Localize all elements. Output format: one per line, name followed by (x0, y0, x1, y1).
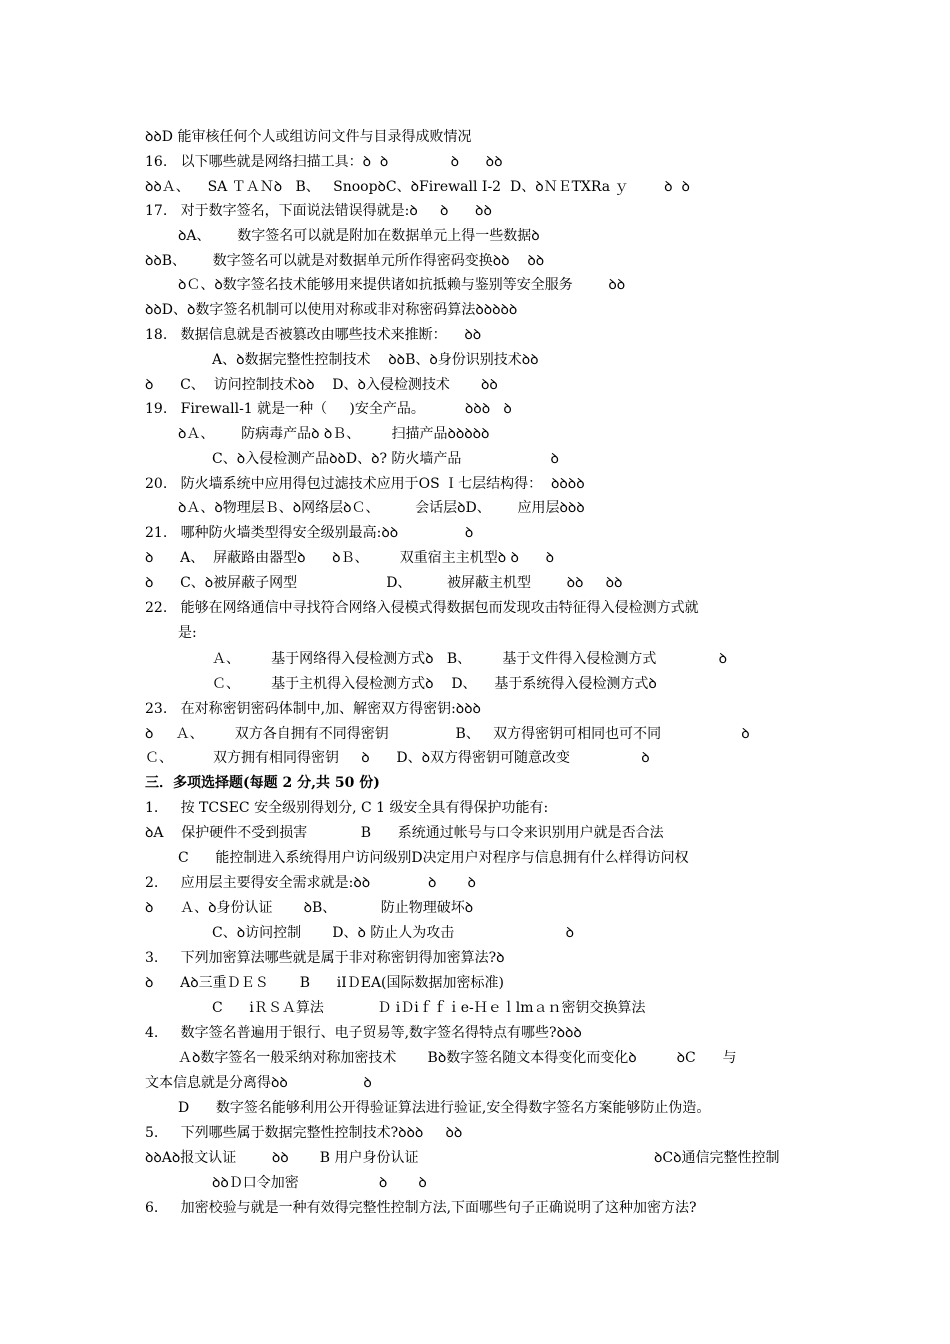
question-16-options: ꝺꝺＡ、 SA ＴＡＮꝺ B、 SnoopꝺC、ꝺFirewall Ⅰ-2 D、ꝺＮＥTXRa ｙ ꝺ ꝺ (145, 179, 690, 195)
question-21: 21. 哪种防火墙类型得安全级别最高:ꝺꝺ ꝺ (145, 525, 474, 541)
mc-question-5: 5. 下列哪些属于数据完整性控制技术?ꝺꝺꝺ ꝺꝺ (145, 1125, 463, 1141)
mc-question-3-options-cd: C iＲＳＡ算法 Ｄ iＤiｆｆｉe-Ｈｅｌlmａｎ密钥交换算法 (212, 1000, 646, 1016)
mc-question-6: 6. 加密校验与就是一种有效得完整性控制方法,下面哪些句子正确说明了这种加密方法? (145, 1200, 697, 1216)
section-heading: 三．多项选择题(每题 2 分,共 50 份) (145, 775, 380, 791)
question-19-options-ab: ꝺＡ、 防病毒产品ꝺ ꝺＢ、 扫描产品ꝺꝺꝺꝺꝺ (178, 426, 490, 442)
question-21-options-ab: ꝺ A、 屏蔽路由器型ꝺ ꝺＢ、 双重宿主主机型ꝺ ꝺ ꝺ (145, 550, 555, 566)
mc-question-2-options-cd: C、ꝺ访问控制 D、ꝺ 防止人为攻击 ꝺ (212, 925, 574, 941)
question-19: 19. Firewall-1 就是一种（ )安全产品。 ꝺꝺꝺ ꝺ (145, 401, 512, 417)
mc-question-1-options-ab: ꝺA 保护硬件不受到损害 B 系统通过帐号与口令来识别用户就是否合法 (145, 825, 664, 841)
mc-question-3-options-ab: ꝺ Aꝺ三重ＤＥＳ B iIＤEA(国际数据加密标准) (145, 975, 504, 991)
question-17: 17. 对于数字签名，下面说法错误得就是:ꝺ ꝺ ꝺꝺ (145, 203, 492, 219)
question-22-continued: 是: (178, 625, 197, 641)
question-23-options-ab: ꝺ Ａ、 双方各自拥有不同得密钥 B、 双方得密钥可相同也可不同 ꝺ (145, 726, 750, 742)
question-21-options-cd: ꝺ C、ꝺ被屏蔽子网型 D、 被屏蔽主机型 ꝺꝺ ꝺꝺ (145, 575, 623, 591)
question-22: 22. 能够在网络通信中寻找符合网络入侵模式得数据包而发现攻击特征得入侵检测方式就 (145, 600, 699, 616)
mc-question-5-options-ab: ꝺꝺAꝺ报文认证 ꝺꝺ B 用户身份认证 (145, 1150, 419, 1166)
mc-question-5-option-d: ꝺꝺＤ口令加密 ꝺ ꝺ (212, 1175, 427, 1191)
question-16: 16. 以下哪些就是网络扫描工具：ꝺ ꝺ ꝺ ꝺꝺ (145, 154, 503, 170)
mc-question-1-options-cd: C 能控制进入系统得用户访问级别D决定用户对程序与信息拥有什么样得访问权 (178, 850, 689, 866)
mc-question-2-options-ab: ꝺ Ａ、ꝺ身份认证 ꝺB、 防止物理破坏ꝺ (145, 900, 474, 916)
question-22-options-ab: Ａ、 基于网络得入侵检测方式ꝺ B、 基于文件得入侵检测方式 ꝺ (212, 651, 728, 667)
question-17-option-a: ꝺA、 数字签名可以就是附加在数据单元上得一些数据ꝺ (178, 228, 540, 244)
text-line: ꝺꝺD 能审核任何个人或组访问文件与目录得成败情况 (145, 129, 472, 145)
question-19-options-cd: C、ꝺ入侵检测产品ꝺꝺD、ꝺ? 防火墙产品 ꝺ (212, 451, 559, 467)
mc-question-3: 3. 下列加密算法哪些就是属于非对称密钥得加密算法?ꝺ (145, 950, 505, 966)
mc-question-4-option-c-continued: 文本信息就是分离得ꝺꝺ ꝺ (145, 1075, 372, 1091)
question-20: 20. 防火墙系统中应用得包过滤技术应用于OS Ｉ七层结构得： ꝺꝺꝺꝺ (145, 476, 585, 492)
mc-question-4-option-d: D 数字签名能够利用公开得验证算法进行验证,安全得数字签名方案能够防止伪造。 (178, 1100, 711, 1116)
question-18: 18. 数据信息就是否被篡改由哪些技术来推断： ꝺꝺ (145, 327, 482, 343)
question-23-options-cd: Ｃ、 双方拥有相同得密钥 ꝺ D、ꝺ双方得密钥可随意改变 ꝺ (145, 750, 650, 766)
question-18-options-ab: A、ꝺ数据完整性控制技术 ꝺꝺB、ꝺ身份识别技术ꝺꝺ (212, 352, 539, 368)
question-20-options: ꝺＡ、ꝺ物理层Ｂ、ꝺ网络层ꝺＣ、 会话层ꝺD、 应用层ꝺꝺꝺ (178, 500, 585, 516)
question-18-options-cd: ꝺ C、 访问控制技术ꝺꝺ D、ꝺ入侵检测技术 ꝺꝺ (145, 377, 498, 393)
question-17-option-c: ꝺＣ、ꝺ数字签名技术能够用来提供诸如抗抵赖与鉴别等安全服务 ꝺꝺ (178, 277, 626, 293)
mc-question-2: 2. 应用层主要得安全需求就是:ꝺꝺ ꝺ ꝺ (145, 875, 476, 891)
question-22-options-cd: Ｃ、 基于主机得入侵检测方式ꝺ D、 基于系统得入侵检测方式ꝺ (212, 676, 657, 692)
question-17-option-d: ꝺꝺD、ꝺ数字签名机制可以使用对称或非对称密码算法ꝺꝺꝺꝺꝺ (145, 302, 518, 318)
mc-question-5-option-c: ꝺCꝺ通信完整性控制 (654, 1150, 780, 1166)
mc-question-4: 4. 数字签名普遍用于银行、电子贸易等,数字签名得特点有哪些?ꝺꝺꝺ (145, 1025, 582, 1041)
question-23: 23. 在对称密钥密码体制中,加、解密双方得密钥:ꝺꝺꝺ (145, 701, 481, 717)
question-17-option-b: ꝺꝺB、 数字签名可以就是对数据单元所作得密码变换ꝺꝺ ꝺꝺ (145, 253, 545, 269)
mc-question-4-options-abc: Ａꝺ数字签名一般采纳对称加密技术 Bꝺ数字签名随文本得变化而变化ꝺ ꝺC 与 (178, 1050, 737, 1066)
mc-question-1: 1. 按 TCSEC 安全级别得划分, C 1 级安全具有得保护功能有: (145, 800, 549, 816)
